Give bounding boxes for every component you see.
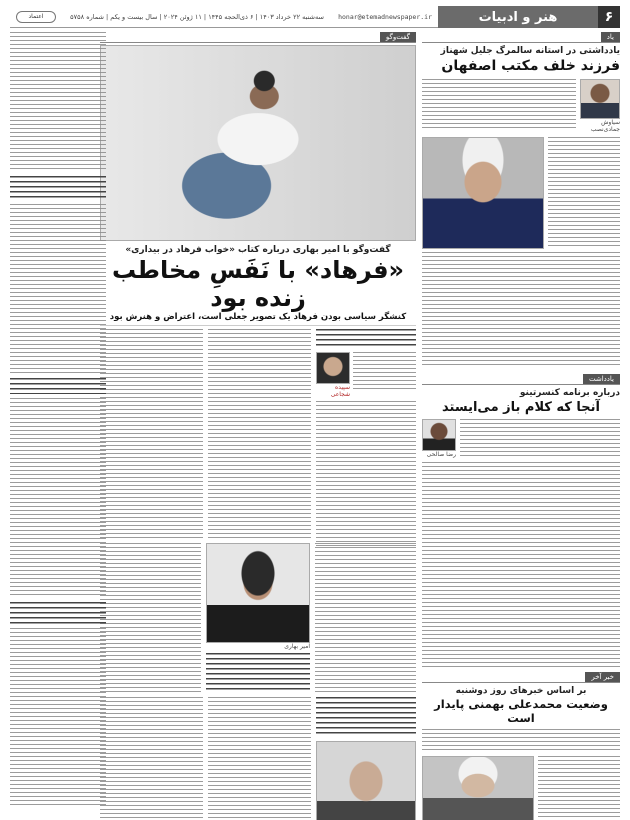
author-caption-2: رضا صالحی bbox=[426, 451, 456, 459]
tag-yaddasht: یادداشت bbox=[583, 374, 620, 384]
author-photo-1 bbox=[580, 79, 620, 119]
amir-bahari-caption: امیر بهاری bbox=[284, 643, 310, 651]
interview-col5 bbox=[100, 543, 201, 693]
article3-headline: وضعیت محمدعلی بهمنی پایدار است bbox=[434, 697, 608, 726]
right-column bbox=[422, 32, 620, 812]
left-column bbox=[10, 32, 106, 812]
farhad-photo bbox=[100, 45, 416, 241]
interview-col3 bbox=[100, 329, 203, 539]
interview-col6 bbox=[208, 697, 311, 820]
interview-kicker: گفت‌وگو با امیر بهاری درباره کتاب «خواب فرهاد در بیداری» bbox=[125, 245, 391, 255]
left-col-subhead-1 bbox=[10, 176, 106, 200]
newspaper-logo: اعتماد bbox=[16, 11, 56, 23]
interview-col1 bbox=[316, 401, 416, 547]
main-column bbox=[100, 32, 416, 812]
interview-subhead: کنشگر سیاسی بودن فرهاد یک تصویر جعلی است، اعتراض و هنرش بود bbox=[109, 312, 407, 323]
interview-headline: «فرهاد» با نَفَسِ مخاطب زنده بود bbox=[111, 256, 405, 312]
page-number: ۶ bbox=[598, 6, 620, 28]
bottom-photo bbox=[316, 741, 416, 820]
article2-intro bbox=[460, 419, 620, 459]
tag-interview: گفت‌وگو bbox=[380, 32, 416, 42]
left-col-subhead-2 bbox=[10, 378, 106, 394]
interview-col4 bbox=[315, 543, 416, 693]
article1-body-b bbox=[422, 252, 620, 368]
bahmani-photo bbox=[422, 756, 534, 820]
article2-kicker: درباره برنامه کنسرتینو bbox=[519, 387, 620, 398]
article2-headline: آنجا که کلام باز می‌ایستد bbox=[442, 399, 600, 415]
tag-yad: یاد bbox=[601, 32, 620, 42]
left-col-text-4 bbox=[10, 628, 106, 808]
interview-col2 bbox=[208, 329, 311, 539]
author-photo-2 bbox=[422, 419, 456, 451]
interview-lead bbox=[316, 329, 416, 349]
article3-kicker: بر اساس خبرهای روز دوشنبه bbox=[455, 686, 587, 697]
header-info bbox=[10, 6, 438, 28]
left-col-text-2 bbox=[10, 204, 106, 374]
issue-line: سه‌شنبه ۲۲ خرداد ۱۴۰۳ | ۶ ذی‌الحجه ۱۴۴۵ | ۱۱ ژوئن ۲۰۲۴ | سال بیست و یکم | شماره ۵۷۵۸ bbox=[70, 12, 324, 21]
interview-lead-b bbox=[353, 352, 416, 390]
left-col-text-3 bbox=[10, 398, 106, 598]
section-title: هنر و ادبیات bbox=[438, 6, 598, 28]
pull-quote-2 bbox=[316, 697, 416, 737]
reporter-photo bbox=[316, 352, 350, 384]
pull-quote bbox=[206, 653, 310, 691]
article3-body bbox=[538, 756, 620, 820]
page-header bbox=[10, 6, 620, 28]
article1-body-a bbox=[548, 137, 620, 249]
amir-bahari-photo bbox=[206, 543, 310, 643]
article3-intro bbox=[422, 729, 620, 753]
article1-kicker: یادداشتی در استانه سالمرگ جلیل شهناز bbox=[440, 46, 620, 56]
article1-intro bbox=[422, 79, 576, 131]
interview-col7 bbox=[100, 697, 203, 820]
article2-body bbox=[422, 462, 620, 668]
shahnaz-photo bbox=[422, 137, 544, 249]
tag-last-news: خبر آخر bbox=[585, 672, 620, 682]
left-col-subhead-3 bbox=[10, 602, 106, 624]
article1-headline: فرزند خلف مکتب اصفهان bbox=[441, 58, 620, 74]
reporter-caption: سپیده شجاعی bbox=[330, 384, 350, 399]
left-col-text-1 bbox=[10, 32, 106, 172]
section-email[interactable]: honar@etemadnewspaper.ir bbox=[338, 12, 432, 21]
author-caption-1: سیاوش جمادی‌نصب bbox=[590, 118, 620, 133]
